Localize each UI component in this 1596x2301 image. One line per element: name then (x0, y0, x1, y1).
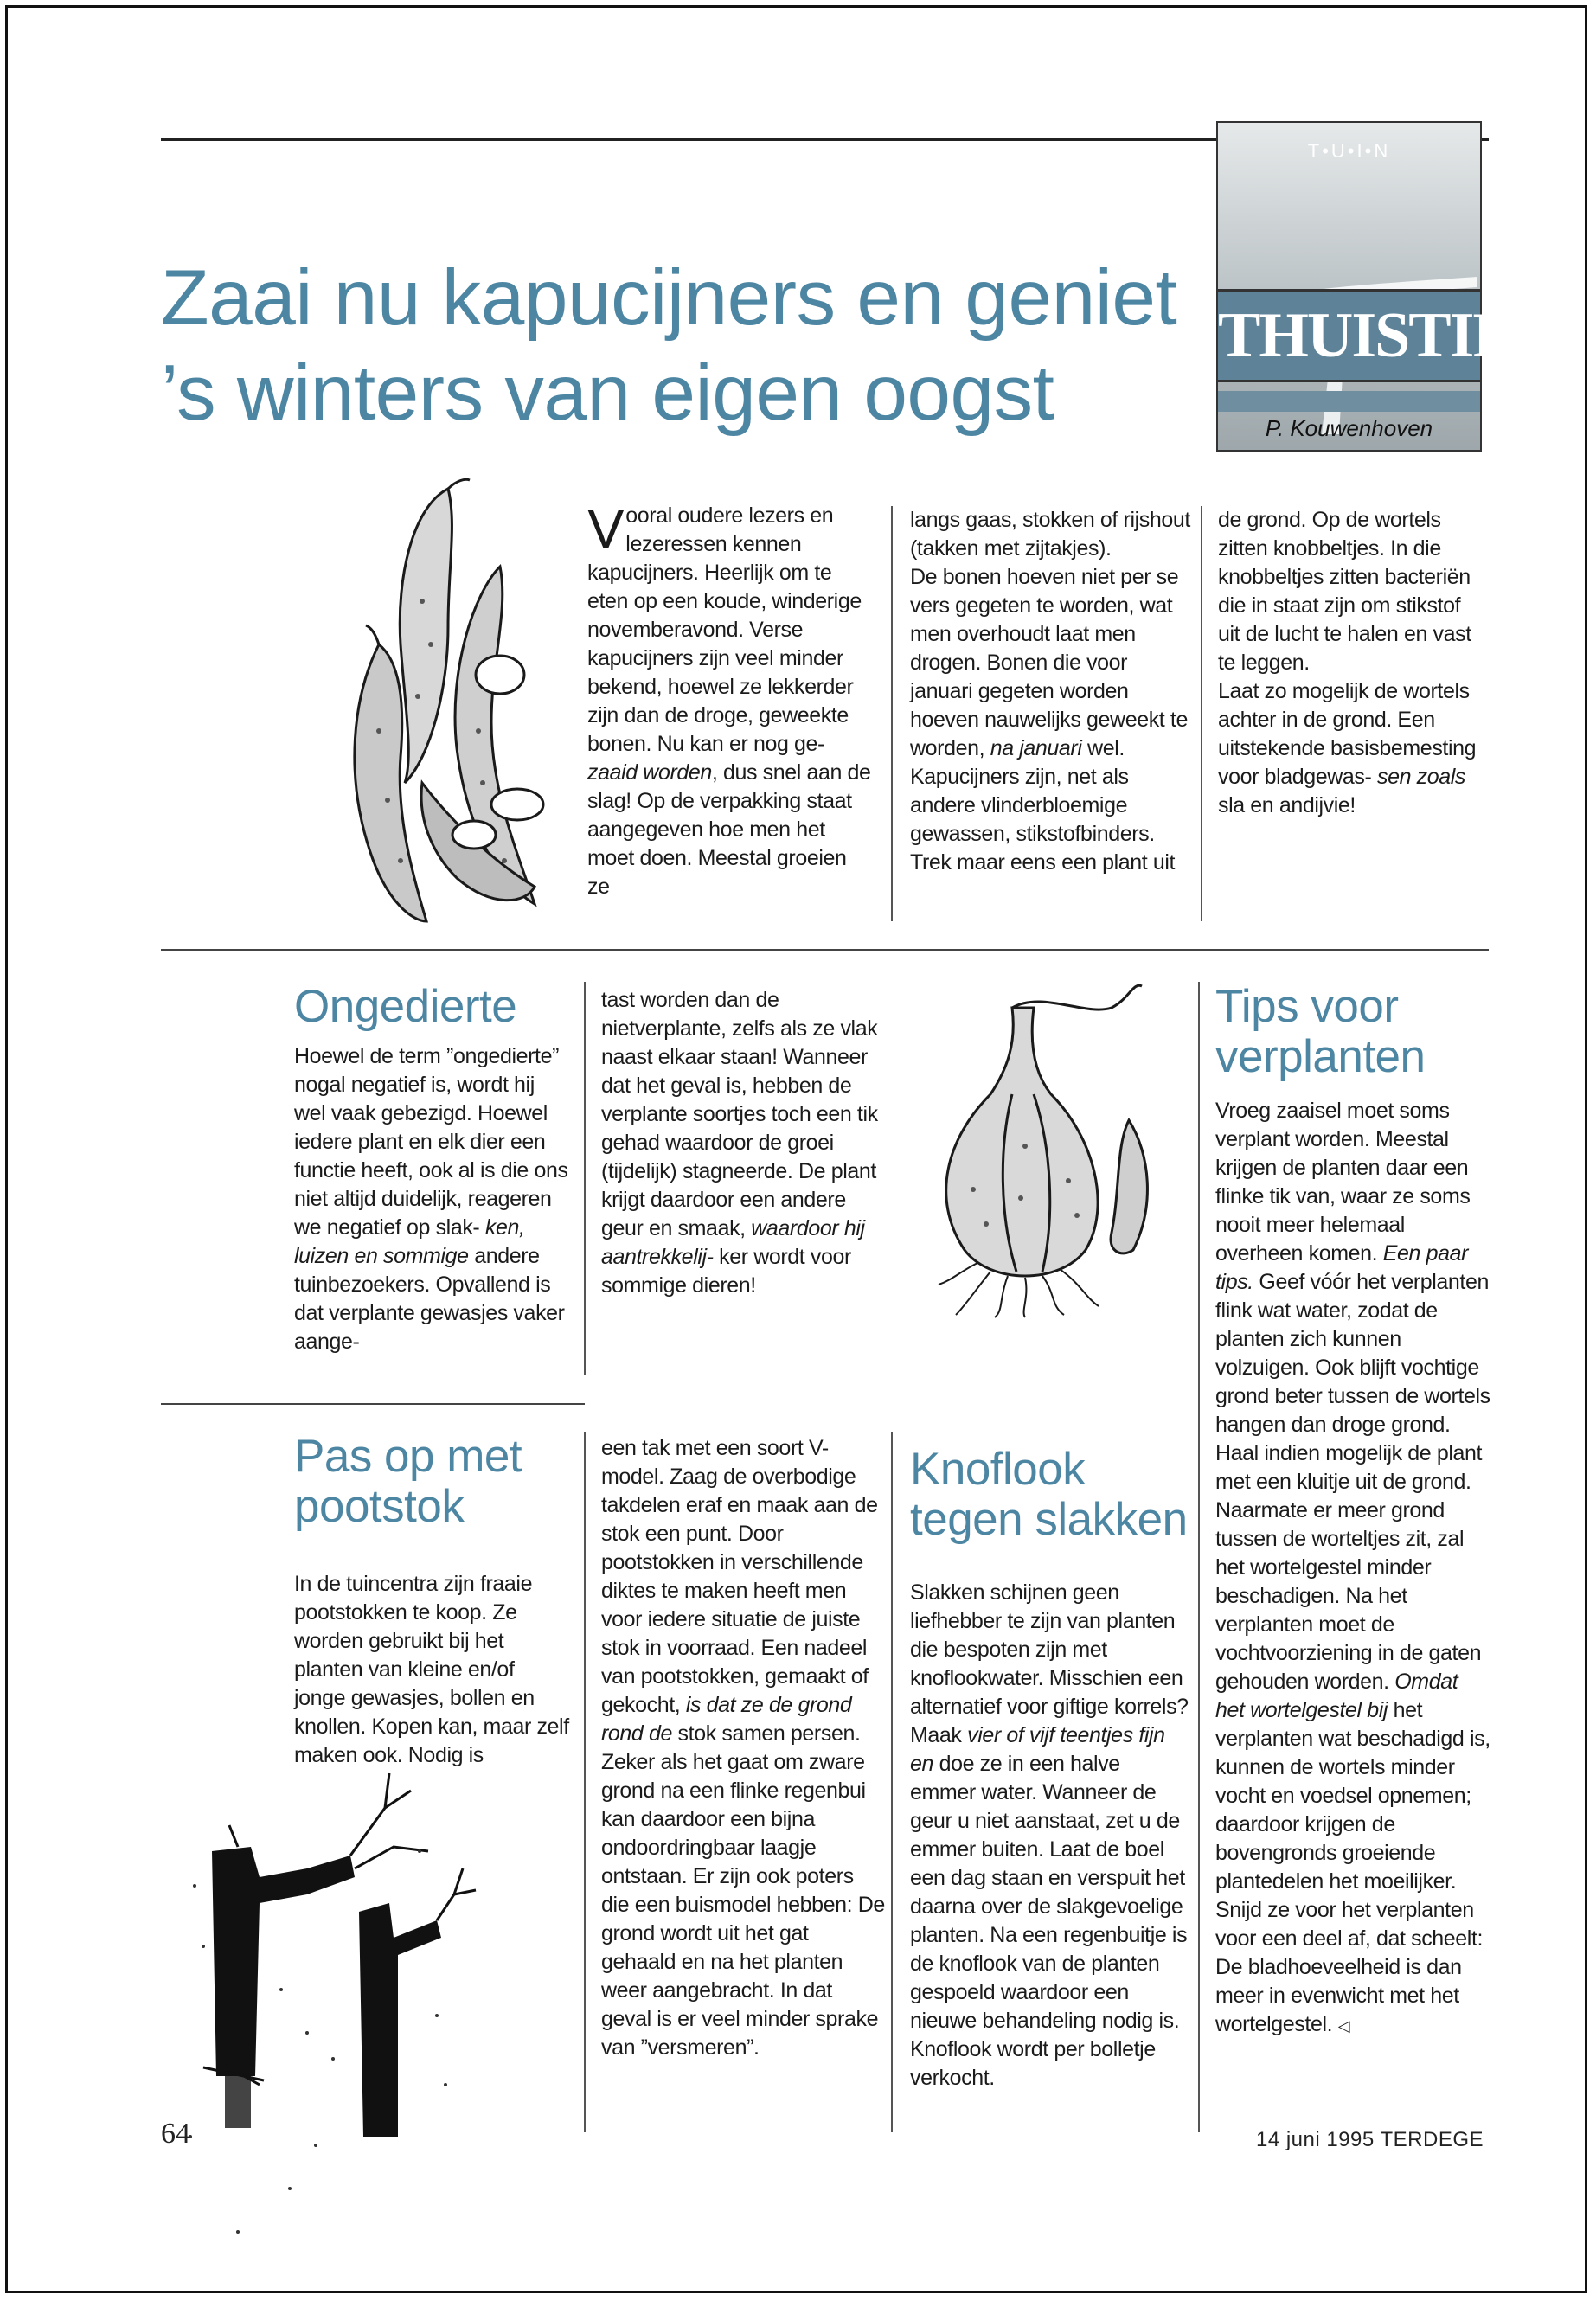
ongedierte-text-a: Hoewel de term ”ongedierte” nogal negatief is, wordt hij wel vaak gebezigd. Hoewel iedere plant en elk dier een functie heeft, ook al is die ons niet altijd duidelijk, reageren we negatief op slak- (294, 1044, 568, 1240)
intro-col3-italic: sen zoals (1376, 765, 1465, 789)
section-rule (161, 949, 1489, 951)
logo-author: P. Kouwenhoven (1265, 415, 1433, 441)
pootstok-illustration (177, 1773, 506, 2266)
pootstok-heading-line-2: pootstok (294, 1481, 465, 1532)
intro-column-1 (587, 497, 873, 901)
issue-line: 14 juni 1995 TERDEGE (1255, 2128, 1484, 2151)
thuistips-logo (1216, 121, 1544, 452)
pootstok-cont-italic: is dat ze de grond rond de (601, 1693, 852, 1746)
end-mark-icon: ◁ (1337, 2017, 1350, 2035)
drop-cap: V (587, 497, 625, 560)
column-divider (891, 506, 893, 921)
knoflook-heading (910, 1445, 1188, 1545)
intro-col1-text: ooral oudere lezers en lezeressen kennen kapucijners. Heerlijk om te eten op een koude, winderige novemberavond. Verse kapucijners zijn veel minder bekend, hoewel ze lekkerder zijn dan de droge, geweekte bonen. Nu kan er nog ge- (587, 503, 862, 756)
knoflook-heading-line-2: tegen slakken (910, 1494, 1188, 1545)
verplanten-text-italic-1: Een paar tips. (1215, 1241, 1468, 1294)
ongedierte-text (294, 1042, 571, 1356)
pootstok-heading (294, 1432, 522, 1532)
pootstok-continued (601, 1434, 887, 2062)
garlic-illustration (913, 973, 1163, 1319)
headline-line-2: ’s winters van eigen oogst (161, 349, 1054, 437)
section-rule-2 (161, 1403, 585, 1405)
verplanten-text (1215, 1097, 1492, 2041)
intro-col2-p2-rest: wel. Kapucijners zijn, net als andere vlinderbloemige gewassen, stikstofbinders. Trek maar eens een plant uit (910, 736, 1176, 875)
logo-word: THUISTIPS (1218, 289, 1480, 382)
column-divider (1201, 506, 1202, 921)
knoflook-text (910, 1579, 1191, 2093)
verplanten-text-b: Geef vóór het verplanten flink wat water, zodat de planten zich kunnen volzuigen. Ook blijft vochtige grond beter tussen de wortels hangen dan droge grond. Haal indien mogelijk de plant met een kluitje uit de grond. Naarmate er meer grond tussen de worteltjes zit, zal het wortelgestel minder beschadigen. Na het verplanten moet de vochtvoorziening in de gaten gehouden worden. (1215, 1270, 1490, 1694)
intro-column-3 (1218, 506, 1486, 820)
intro-col3-p2-rest: sla en andijvie! (1218, 793, 1356, 817)
pootstok-heading-line-1: Pas op met (294, 1431, 522, 1482)
intro-col1-italic: zaaid worden (587, 760, 712, 785)
logo-top-text: T•U•I•N (1307, 140, 1391, 162)
intro-col2-p2: De bonen hoeven niet per se vers gegeten te worden, wat men overhoudt laat men drogen. Bonen die voor januari gegeten worden hoeven nauwelijks geweekt te worden, (910, 565, 1188, 760)
ongedierte-continued (601, 986, 887, 1300)
pootstok-cont-a: een tak met een soort V-model. Zaag de overbodige takdelen eraf en maak aan de stok een punt. Door pootstokken in verschillende diktes te maken heeft men voor iedere situatie de juiste stok in voorraad. Een nadeel van pootstokken, gemaakt of gekocht, (601, 1436, 878, 1717)
ongedierte-cont-italic: waardoor hij aantrekkelij- (601, 1216, 865, 1269)
intro-col2-italic: na januari (990, 736, 1082, 760)
kapucijner-beans-illustration (318, 471, 552, 934)
logo-band (1218, 391, 1480, 412)
verplanten-text-italic-2: Omdat het wortelgestel bij (1215, 1670, 1458, 1722)
ongedierte-text-b: andere tuinbezoekers. Opvallend is dat verplante gewasjes vaker aange- (294, 1244, 565, 1354)
column-divider (584, 1432, 586, 2132)
column-divider (584, 982, 586, 1375)
knoflook-text-a: Slakken schijnen geen liefhebber te zijn van planten die bespoten zijn met knoflookwater. Misschien een alternatief voor giftige korrels? Maak (910, 1580, 1189, 1747)
ongedierte-cont-b: ker wordt voor sommige dieren! (601, 1245, 851, 1298)
knoflook-text-italic: vier of vijf teentjes fijn en (910, 1723, 1165, 1776)
verplanten-text-c: het verplanten wat beschadigd is, kunnen de wortels minder vocht en voedsel opnemen; daardoor krijgen de bovengronds groeiende plantedelen het moeilijker. Snijd ze voor het verplanten voor een deel af, dat scheelt: De bladhoeveelheid is dan meer in evenwicht met het wortelgestel. (1215, 1698, 1490, 2036)
knoflook-text-b: doe ze in een halve emmer water. Wanneer de geur u niet aanstaat, zet u de emmer buiten. Laat de boel een dag staan en verspuit het daarna over de slakgevoelige planten. Na een regenbuitje is de knoflook van de planten gespoeld waardoor een nieuwe behandeling nodig is. Knoflook wordt per bolletje verkocht. (910, 1752, 1188, 2090)
knoflook-heading-line-1: Knoflook (910, 1444, 1086, 1495)
verplanten-heading (1215, 982, 1426, 1082)
ongedierte-heading: Ongedierte (294, 981, 517, 1032)
headline-line-1: Zaai nu kapucijners en geniet (161, 254, 1177, 342)
ongedierte-cont-a: tast worden dan de nietverplante, zelfs als ze vlak naast elkaar staan! Wanneer dat het geval is, hebben de verplante soortjes toch een tik gehad waardoor de groei (tijdelijk) stagneerde. De plant krijgt daardoor een andere geur en smaak, (601, 988, 878, 1240)
verplanten-text-a: Vroeg zaaisel moet soms verplant worden. Meestal krijgen de planten daar een flinke tik van, waar ze soms nooit meer helemaal overheen komen. (1215, 1099, 1471, 1266)
headline (161, 251, 1216, 441)
verplanten-heading-line-1: Tips voor (1215, 981, 1399, 1032)
intro-col3-p2: Laat zo mogelijk de wortels achter in de grond. Een uitstekende basisbemesting voor bladgewas- (1218, 679, 1477, 789)
pootstok-text-body: In de tuincentra zijn fraaie pootstokken te koop. Ze worden gebruikt bij het planten van kleine en/of jonge gewasjes, bollen en knollen. Kopen kan, maar zelf maken ook. Nodig is (294, 1572, 569, 1767)
pootstok-text (294, 1570, 571, 1770)
verplanten-heading-line-2: verplanten (1215, 1031, 1426, 1082)
intro-col2-p1: langs gaas, stokken of rijshout (takken met zijtakjes). (910, 508, 1190, 561)
column-divider (891, 1432, 893, 2132)
intro-col1-rest: , dus snel aan de slag! Op de verpakking staat aangegeven hoe men het moet doen. Meestal groeien ze (587, 760, 871, 899)
ongedierte-text-italic: ken, luizen en sommige (294, 1215, 525, 1268)
intro-col3-p1: de grond. Op de wortels zitten knobbeltjes. In die knobbeltjes zitten bacteriën die in staat zijn om stikstof uit de lucht te halen en vast te leggen. (1218, 508, 1471, 675)
page-number: 64 (161, 2118, 190, 2150)
column-divider (1198, 982, 1200, 2132)
intro-column-2 (910, 506, 1191, 877)
pootstok-cont-b: stok samen persen. Zeker als het gaat om zware grond na een flinke regenbui kan daardoor een bijna ondoordringbaar laagje ontstaan. Er zijn ook poters die een buismodel hebben: De grond wordt uit het gat gehaald en na het planten weer aangebracht. In dat geval is er veel minder sprake van ”versmeren”. (601, 1721, 885, 2060)
